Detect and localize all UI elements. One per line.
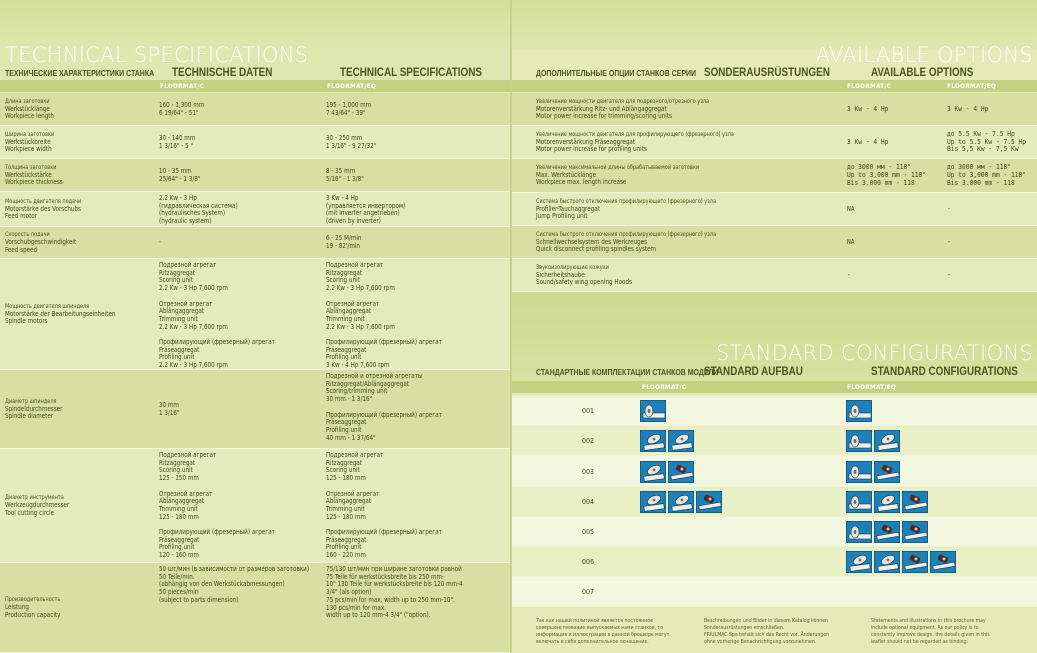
- option-label: [536, 231, 716, 254]
- spec-label: [5, 494, 69, 517]
- spec-value-floormat-c: 30 - 140 mm 1 3/16" - 5 ": [159, 133, 196, 150]
- options-subtitle-en: AVAILABLE OPTIONS: [871, 67, 974, 79]
- spec-label: [5, 398, 62, 421]
- options-column-floormat-eq: FLOORMAT/EQ: [947, 82, 997, 90]
- spec-label-text: Werkstücklänge Workpiece length: [5, 104, 55, 121]
- options-subtitle-ru: ДОПОЛНИТЕЛЬНЫЕ ОПЦИИ СТАНКОВ СЕРИИ: [536, 68, 697, 78]
- spec-row: [0, 93, 510, 126]
- spec-value-floormat-c: Подрезной агрегат Ritzaggregat Scoring unit 125 - 150 mm Отрезной агрегат Ablängaggregat Trimming unit 125 - 180 mm Профилирующий (фрезерный) агрегат Fräseaggregat Profiling unit 120 - 160 mm: [159, 451, 275, 560]
- option-row: [512, 193, 1037, 226]
- spec-label-text: Spindeldurchmesser Spindle diameter: [5, 404, 63, 421]
- spec-row: [0, 126, 510, 159]
- option-label-ru: Увеличение мощности двигателя для подрезного/отрезного узла: [536, 98, 710, 105]
- spec-label: [5, 303, 116, 326]
- option-label-text: Motorenverstärkung Fräseaggregat Motor power increase for profiling units: [536, 137, 647, 154]
- trimming-unit-icon: [668, 430, 694, 452]
- spec-row: [0, 259, 510, 370]
- options-column-floormat-c: FLOORMAT/C: [847, 82, 892, 90]
- trimming-unit-icon: [640, 430, 666, 452]
- option-value-floormat-c: до 3000 мм - 118" Up to 3,000 mm - 118" Bis 3.000 mm - 118: [847, 163, 927, 187]
- config-number: 004: [582, 498, 595, 506]
- config-row: [512, 577, 1037, 607]
- spec-label-text: Werkzeugdurchmesser Tool cutting circle: [5, 501, 70, 517]
- spec-label-ru: Мощность двигателя шпинделя: [5, 302, 90, 310]
- config-number: 005: [582, 528, 595, 536]
- spec-label: [5, 596, 60, 619]
- standard-config-title: STANDARD CONFIGURATIONS: [716, 341, 1033, 365]
- option-row: [512, 159, 1037, 193]
- spec-label-ru: Длина заготовки: [5, 97, 50, 105]
- config-number: 006: [582, 558, 595, 566]
- config-row: [512, 426, 1037, 456]
- spec-label-text: Werkstückstärke Workpiece thickness: [5, 170, 63, 187]
- option-value-floormat-eq: -: [947, 204, 951, 213]
- config-number: 003: [582, 467, 595, 476]
- option-label-ru: Увеличение максимальной длины обрабатываемой заготовки: [536, 164, 700, 171]
- option-label-ru: Увеличение мощности двигателя для профилирующего (фрезерного) узла: [536, 131, 734, 138]
- spec-value-floormat-eq: Подрезной и отрезной агрегаты Ritzaggregat/Ablängaggregat Scoring/trimming unit 30 mm - 1 3/16" Профилирующий (фрезерный) агрегат Fräseaggregat Profiling unit 40 mm - 1 37/64": [326, 372, 442, 442]
- std-column-floormat-eq: FLOORMAT/EQ: [847, 383, 897, 391]
- subtitle-de: TECHNISCHE DATEN: [172, 67, 273, 79]
- option-label-ru: Система быстрого отключения профилирующего (фрезерного) узла: [536, 198, 717, 205]
- option-label-ru: Звукоизолирующие кожухи: [536, 264, 609, 271]
- spec-value-floormat-c: 50 шт/мин (в зависимости от размеров заготовки) 50 Teile/min. (abhängig von den Werkstückabmessungen) 50 pieces/min (subject to parts dimension): [159, 565, 310, 604]
- config-row: [512, 456, 1037, 487]
- option-label: [536, 264, 632, 287]
- option-row: [512, 126, 1037, 159]
- spec-label-text: Leistung Production capacity: [5, 603, 61, 619]
- spec-value-floormat-c: 2.2 Kw - 3 Hp (гидравлическая система) (hydraulisches System) (hydraulic system): [159, 194, 238, 226]
- option-value-floormat-c: 3 Kw - 4 Hp: [847, 137, 889, 146]
- spec-value-floormat-c: Подрезной агрегат Ritzaggregat Scoring unit 2.2 Kw - 3 Hp 7,600 rpm Отрезной агрегат Ablängaggregat Trimming unit 2.2 Kw - 3 Hp 7,600 rpm Профилирующий (фрезерный) агрегат Fräseaggregat Profiling unit 2.2 Kw - 3 Hp 7,600 rpm: [159, 261, 275, 370]
- std-column-band: [512, 381, 1037, 393]
- spec-label-ru: Мощность двигателя подачи: [5, 197, 82, 205]
- scoring-unit-icon: [846, 430, 872, 452]
- trimming-unit-icon: [874, 430, 900, 452]
- config-row: [512, 547, 1037, 577]
- option-value-floormat-eq: -: [947, 270, 951, 279]
- spec-row: [0, 449, 510, 563]
- option-row: [512, 93, 1037, 126]
- footnote-ru: Так как нашей политикой является постоянное совершенствование выпускаемых нами станков, то информация и иллюстрации в данной брошюре могут включать в себя дополнительное оснащение.: [536, 618, 670, 645]
- option-value-floormat-eq: 3 Kw - 4 Hp: [947, 104, 989, 113]
- option-row: [512, 259, 1037, 292]
- column-header-floormat-eq: FLOORMAT/EQ: [327, 82, 377, 90]
- option-label: [536, 131, 734, 154]
- option-value-floormat-c: NA: [847, 204, 855, 213]
- profiling-unit-icon: [874, 461, 900, 483]
- option-label: [536, 198, 716, 221]
- profiling-unit-icon: [902, 491, 928, 513]
- scoring-unit-icon: [846, 400, 872, 422]
- std-subtitle-en: STANDARD CONFIGURATIONS: [871, 366, 1018, 378]
- option-label-text: Max. Werkstücklänge Workpiece max. length increase: [536, 170, 627, 187]
- column-header-band: [0, 80, 510, 92]
- spec-value-floormat-eq: 30 - 250 mm 1 3/16" - 9 27/32": [326, 133, 377, 150]
- config-row: [512, 396, 1037, 426]
- spec-row: [0, 192, 510, 227]
- spec-value-floormat-eq: Подрезной агрегат Ritzaggregat Scoring unit 125 - 180 mm Отрезной агрегат Ablängaggregat Trimming unit 125 - 180 mm Профилирующий (фрезерный) агрегат Fräseaggregat Profiling unit 160 - 220 mm: [326, 451, 442, 560]
- spec-label: [5, 98, 54, 121]
- options-title: AVAILABLE OPTIONS: [815, 43, 1033, 67]
- option-label: [536, 164, 699, 187]
- technical-specifications-page: [0, 0, 510, 653]
- spec-row: [0, 370, 510, 449]
- spec-value-floormat-eq: Подрезной агрегат Ritzaggregat Scoring unit 2.2 Kw - 3 Hp 7,600 rpm Отрезной агрегат Ablängaggregat Trimming unit 2.2 Kw - 3 Hp 7,600 rpm Профилирующий (фрезерный) агрегат Fräseaggregat Profiling unit 3 Kw - 4 Hp 7,600 rpm: [326, 261, 442, 370]
- footnote-de: Beschreibungen und Bilder in diesem Katalog können Sonderausrüstungen einschließen. FRIULMAC Spa behält sich das Recht vor, Änderungen ohne vorherige Benachrichtigung vorzunehmen.: [704, 618, 830, 645]
- option-label-text: Motorenverstärkung Ritz- und Ablängaggregat Motor power increase for trimming/scoring units: [536, 104, 672, 121]
- spec-label-ru: Диаметр шпинделя: [5, 397, 57, 405]
- config-row: [512, 487, 1037, 517]
- spec-label-text: Motorstärke des Vorschubs Feed motor: [5, 204, 81, 221]
- spec-label: [5, 198, 81, 221]
- spec-label-text: Vorschubgeschwindigkeit Feed speed: [5, 238, 77, 254]
- spec-row: [0, 563, 510, 653]
- spec-value-floormat-c: 10 - 35 mm 25/64" - 1 3/8": [159, 166, 201, 183]
- trimming-unit-icon: [640, 461, 666, 483]
- trimming-unit-icon: [874, 491, 900, 513]
- trimming-unit-icon: [640, 491, 666, 513]
- spec-label-ru: Диаметр инструмента: [5, 494, 64, 502]
- spec-value-floormat-c: 30 mm 1 3/16": [159, 400, 180, 417]
- options-subtitle-de: SONDERAUSRÜSTUNGEN: [704, 67, 830, 79]
- config-number: 001: [582, 407, 595, 415]
- option-label-text: Schnellwechselsystem des Werkzeuges Quick disconnect profiling spindles system: [536, 237, 657, 254]
- spec-label-ru: Скорость подачи: [5, 231, 50, 239]
- option-value-floormat-eq: до 3000 мм - 118" Up to 3,000 mm - 118" Bis 3.000 mm - 118: [947, 163, 1027, 187]
- scoring-unit-icon: [846, 491, 872, 513]
- spec-label-ru: Ширина заготовки: [5, 130, 55, 138]
- std-subtitle-ru: СТАНДАРТНЫЕ КОМПЛЕКТАЦИИ СТАНКОВ МОДЕЛИ: [536, 367, 719, 377]
- spec-label-ru: Производительность: [5, 596, 61, 604]
- spec-value-floormat-eq: 8 - 35 mm 5/16" - 1 3/8": [326, 166, 364, 183]
- scoring-unit-icon: [846, 521, 872, 543]
- profiling-unit-icon: [902, 551, 928, 573]
- option-value-floormat-c: NA: [847, 237, 855, 246]
- subtitle-ru: ТЕХНИЧЕСКИЕ ХАРАКТЕРИСТИКИ СТАНКА: [5, 68, 155, 78]
- profiling-unit-icon: [902, 521, 928, 543]
- option-label-text: Profiller-Tauchaggregat Jump Profiling unit: [536, 204, 600, 221]
- trimming-unit-icon: [846, 551, 872, 573]
- spec-row: [0, 159, 510, 192]
- profiling-unit-icon: [696, 491, 722, 513]
- option-row: [512, 226, 1037, 259]
- spec-label-text: Werkstückbreite Workpiece width: [5, 137, 52, 154]
- config-number: 007: [582, 588, 595, 596]
- subtitle-en: TECHNICAL SPECIFICATIONS: [340, 67, 482, 79]
- options-page: [512, 0, 1037, 653]
- spec-label-text: Motorstärke der Bearbeitungseinheiten Spindle motors: [5, 309, 116, 326]
- config-row: [512, 517, 1037, 547]
- option-label-ru: Система быстрого отключения профилирующего (фрезерного) узла: [536, 231, 717, 238]
- spec-value-floormat-eq: 195 - 1,000 mm 7 43/64" - 39": [326, 100, 372, 117]
- std-subtitle-de: STANDARD AUFBAU: [704, 366, 803, 378]
- spec-label: [5, 231, 76, 254]
- option-label-text: Sicherheitshaube Sound/safety wing opening Hoods: [536, 270, 632, 287]
- option-value-floormat-eq: -: [947, 237, 951, 246]
- trimming-unit-icon: [874, 551, 900, 573]
- option-value-floormat-c: -: [847, 270, 851, 279]
- footnote-en: Statements and illustrations in this brochure may include optional equipment. As our policy is to constantly improve design, the details given in this leaflet should not be regarded as binding.: [871, 618, 990, 645]
- spec-label: [5, 164, 63, 187]
- spec-value-floormat-c: -: [159, 238, 162, 247]
- page-title: TECHNICAL SPECIFICATIONS: [5, 43, 309, 67]
- spec-value-floormat-c: 160 - 1,300 mm 6 19/64" - 51": [159, 100, 205, 117]
- trimming-unit-icon: [668, 491, 694, 513]
- spec-label: [5, 131, 54, 154]
- column-header-floormat-c: FLOORMAT/C: [160, 82, 205, 90]
- profiling-unit-icon: [668, 461, 694, 483]
- spec-label-ru: Толщина заготовки: [5, 163, 57, 171]
- option-value-floormat-eq: до 5.5 Kw - 7.5 Hp Up to 5.5 Kw - 7.5 Hp Bis 5,5 Kw - 7,5 Kw: [947, 129, 1027, 154]
- spec-value-floormat-eq: 3 Kw - 4 Hp (управляется инвертором) (mit Inverter angetrieben) (driven by inverter): [326, 194, 406, 226]
- option-value-floormat-c: 3 Kw - 4 Hp: [847, 104, 889, 113]
- scoring-unit-icon: [640, 400, 666, 422]
- profiling-unit-icon: [874, 521, 900, 543]
- config-number: 002: [582, 437, 595, 445]
- scoring-unit-icon: [846, 461, 872, 483]
- spec-value-floormat-eq: 75/130 шт/мин при ширине заготовки равной 75 Teile für werkstücksbreite bis 250 mm- 10" 130 Teile für werkstücksbreite bis 120 mm-4 3/4" (als option) 75 pcs/min for max. width up to 250 mm-10". 130 pcs/min for max. width up to 120 mm-4 3/4" ("option).: [326, 565, 463, 620]
- profiling-unit-icon: [930, 551, 956, 573]
- option-label: [536, 98, 709, 121]
- std-column-floormat-c: FLOORMAT/C: [642, 383, 687, 391]
- spec-row: [0, 227, 510, 259]
- spec-value-floormat-eq: 6 - 25 M/min 19 - 82'/min: [326, 234, 362, 250]
